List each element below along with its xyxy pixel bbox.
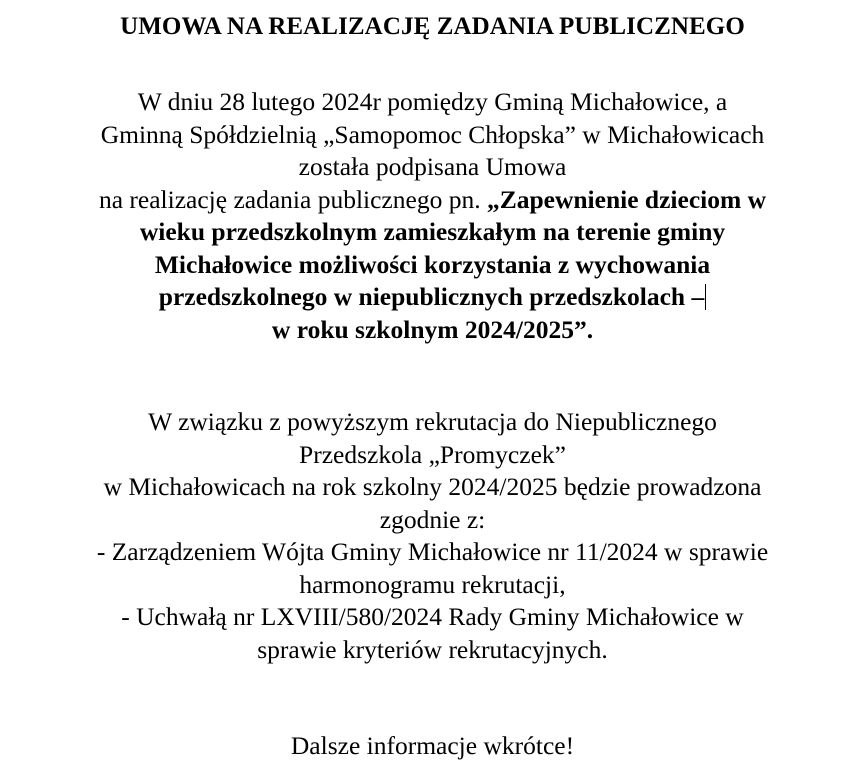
task-name-line-4 — [0, 281, 865, 314]
recruitment-line-1: W związku z powyższym rekrutacja do Niepublicznego — [148, 407, 717, 436]
agreement-line-3: została podpisana Umowa — [298, 152, 567, 181]
document-title: UMOWA NA REALIZACJĘ ZADANIA PUBLICZNEGO — [120, 13, 745, 40]
recruitment-line-8: sprawie kryteriów rekrutacyjnych. — [257, 634, 608, 664]
recruitment-line-4: zgodnie z: — [379, 504, 486, 534]
task-name-line-4-text: przedszkolnego w niepublicznych przedszkolach – — [158, 282, 705, 311]
recruitment-line-6: harmonogramu rekrutacji, — [299, 569, 566, 599]
closing-text: Dalsze informacje wkrótce! — [290, 731, 575, 760]
recruitment-line-3: w Michałowicach na rok szkolny 2024/2025 będzie prowadzona — [103, 472, 762, 501]
text-cursor — [705, 284, 706, 310]
task-name-line-5: w roku szkolnym 2024/2025”. — [271, 314, 594, 344]
agreement-line-4 — [0, 184, 865, 217]
recruitment-line-7: - Uchwałą nr LXVIII/580/2024 Rady Gminy Michałowice w — [121, 602, 744, 631]
agreement-paragraph — [0, 86, 865, 346]
agreement-line-1: W dniu 28 lutego 2024r pomiędzy Gminą Michałowice, a — [137, 87, 728, 116]
recruitment-line-5: - Zarządzeniem Wójta Gminy Michałowice nr 11/2024 w sprawie — [96, 537, 769, 566]
agreement-line-2: Gminną Spółdzielnią „Samopomoc Chłopska” w Michałowicach — [100, 119, 765, 149]
task-name-line-2: wieku przedszkolnym zamieszkałym na terenie gminy — [139, 217, 726, 246]
recruitment-line-2: Przedszkola „Promyczek” — [299, 439, 566, 469]
recruitment-paragraph — [0, 406, 865, 666]
task-name-line-3: Michałowice możliwości korzystania z wychowania — [154, 249, 711, 279]
task-name-start: „Zapewnienie dzieciom w — [486, 184, 767, 214]
agreement-line-4-prefix: na realizację zadania publicznego pn. — [98, 184, 487, 214]
